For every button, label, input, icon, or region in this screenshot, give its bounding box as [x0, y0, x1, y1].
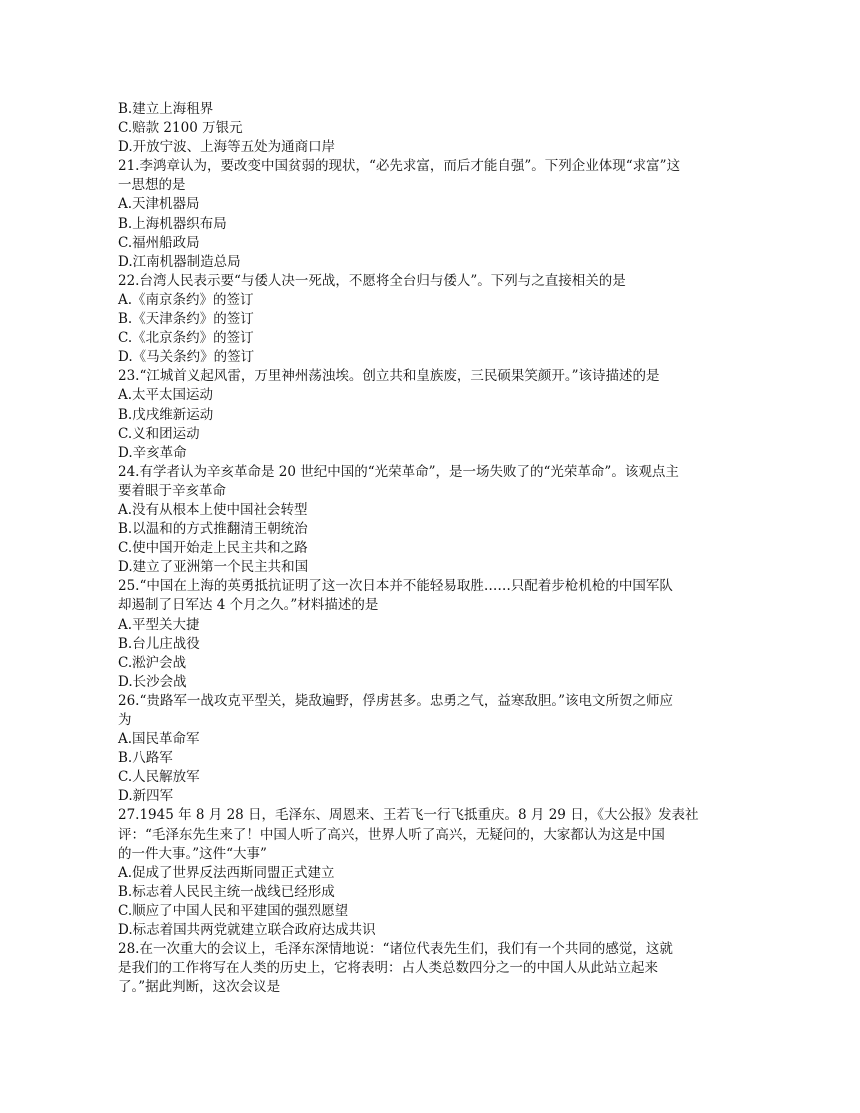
text-line: D.开放宁波、上海等五处为通商口岸 [118, 139, 336, 156]
text-line: 25.“中国在上海的英勇抵抗证明了这一次日本并不能轻易取胜……只配着步枪机枪的中国军队 [118, 578, 673, 595]
text-line: 27.1945 年 8 月 28 日，毛泽东、周恩来、王若飞一行飞抵重庆。8 月 29 日，《大公报》发表社 [118, 807, 699, 824]
text-line: C.淞沪会战 [118, 654, 187, 671]
document-body [118, 100, 744, 997]
text-line: 28.在一次重大的会议上，毛泽东深情地说：“诸位代表先生们，我们有一个共同的感觉，这就 [118, 941, 673, 958]
text-line: D.辛亥革命 [118, 444, 187, 461]
text-line: 的一件大事。”这件“大事” [118, 845, 267, 862]
text-line: 一思想的是 [118, 177, 186, 194]
text-line: 却遏制了日军达 4 个月之久。”材料描述的是 [118, 597, 379, 614]
text-line: C.福州船政局 [118, 234, 200, 251]
text-line: A.促成了世界反法西斯同盟正式建立 [118, 864, 335, 881]
text-line: B.建立上海租界 [118, 101, 214, 117]
text-line: D.《马关条约》的签订 [118, 349, 255, 366]
text-line: 要着眼于辛亥革命 [118, 482, 226, 499]
text-line: D.江南机器制造总局 [118, 253, 241, 270]
text-line: C.顺应了中国人民和平建国的强烈愿望 [118, 902, 349, 919]
text-line: B.台儿庄战役 [118, 635, 200, 652]
text-line: 23.“江城首义起风雷，万里神州荡浊埃。创立共和皇族废，三民硕果笑颜开。”该诗描述的是 [118, 368, 660, 385]
text-line: C.赔款 2100 万银元 [118, 120, 243, 137]
text-line: D.标志着国共两党就建立联合政府达成共识 [118, 922, 376, 939]
text-line: C.义和团运动 [118, 425, 200, 442]
text-line: 评：“毛泽东先生来了！中国人听了高兴，世界人听了高兴，无疑问的，大家都认为这是中国 [118, 826, 665, 843]
text-line: C.使中国开始走上民主共和之路 [118, 540, 308, 557]
text-line: A.没有从根本上使中国社会转型 [118, 501, 308, 518]
text-line: 为 [118, 712, 132, 728]
text-line: 是我们的工作将写在人类的历史上，它将表明：占人类总数四分之一的中国人从此站立起来 [118, 960, 658, 977]
text-line: 22.台湾人民表示要“与倭人决一死战，不愿将全台归与倭人”。下列与之直接相关的是 [118, 272, 626, 289]
text-line: B.以温和的方式推翻清王朝统治 [118, 521, 308, 538]
text-line: A.天津机器局 [118, 196, 200, 213]
text-line: D.长沙会战 [118, 673, 187, 690]
text-line: B.《天津条约》的签订 [118, 311, 254, 328]
text-line: 26.“贵路军一战攻克平型关，毙敌遍野，俘虏甚多。忠勇之气，益寒敌胆。”该电文所贺之师应 [118, 692, 674, 709]
text-line: 21.李鸿章认为，要改变中国贫弱的现状，“必先求富，而后才能自强”。下列企业体现“求富”这 [118, 158, 681, 175]
text-line: A.平型关大捷 [118, 616, 200, 633]
text-line: B.戊戌维新运动 [118, 406, 214, 423]
text-line: A.《南京条约》的签订 [118, 291, 254, 308]
text-line: A.国民革命军 [118, 731, 200, 748]
text-line: 了。”据此判断，这次会议是 [118, 979, 281, 996]
text-line: A.太平太国运动 [118, 387, 214, 404]
text-line: B.八路军 [118, 750, 173, 767]
text-line: B.上海机器织布局 [118, 215, 227, 232]
text-line: D.建立了亚洲第一个民主共和国 [118, 559, 309, 576]
text-line: C.人民解放军 [118, 769, 200, 786]
text-line: B.标志着人民民主统一战线已经形成 [118, 883, 335, 900]
text-line: D.新四军 [118, 788, 174, 805]
text-line: C.《北京条约》的签订 [118, 330, 254, 347]
text-line: 24.有学者认为辛亥革命是 20 世纪中国的“光荣革命”，是一场失败了的“光荣革命”。该观点主 [118, 463, 679, 480]
